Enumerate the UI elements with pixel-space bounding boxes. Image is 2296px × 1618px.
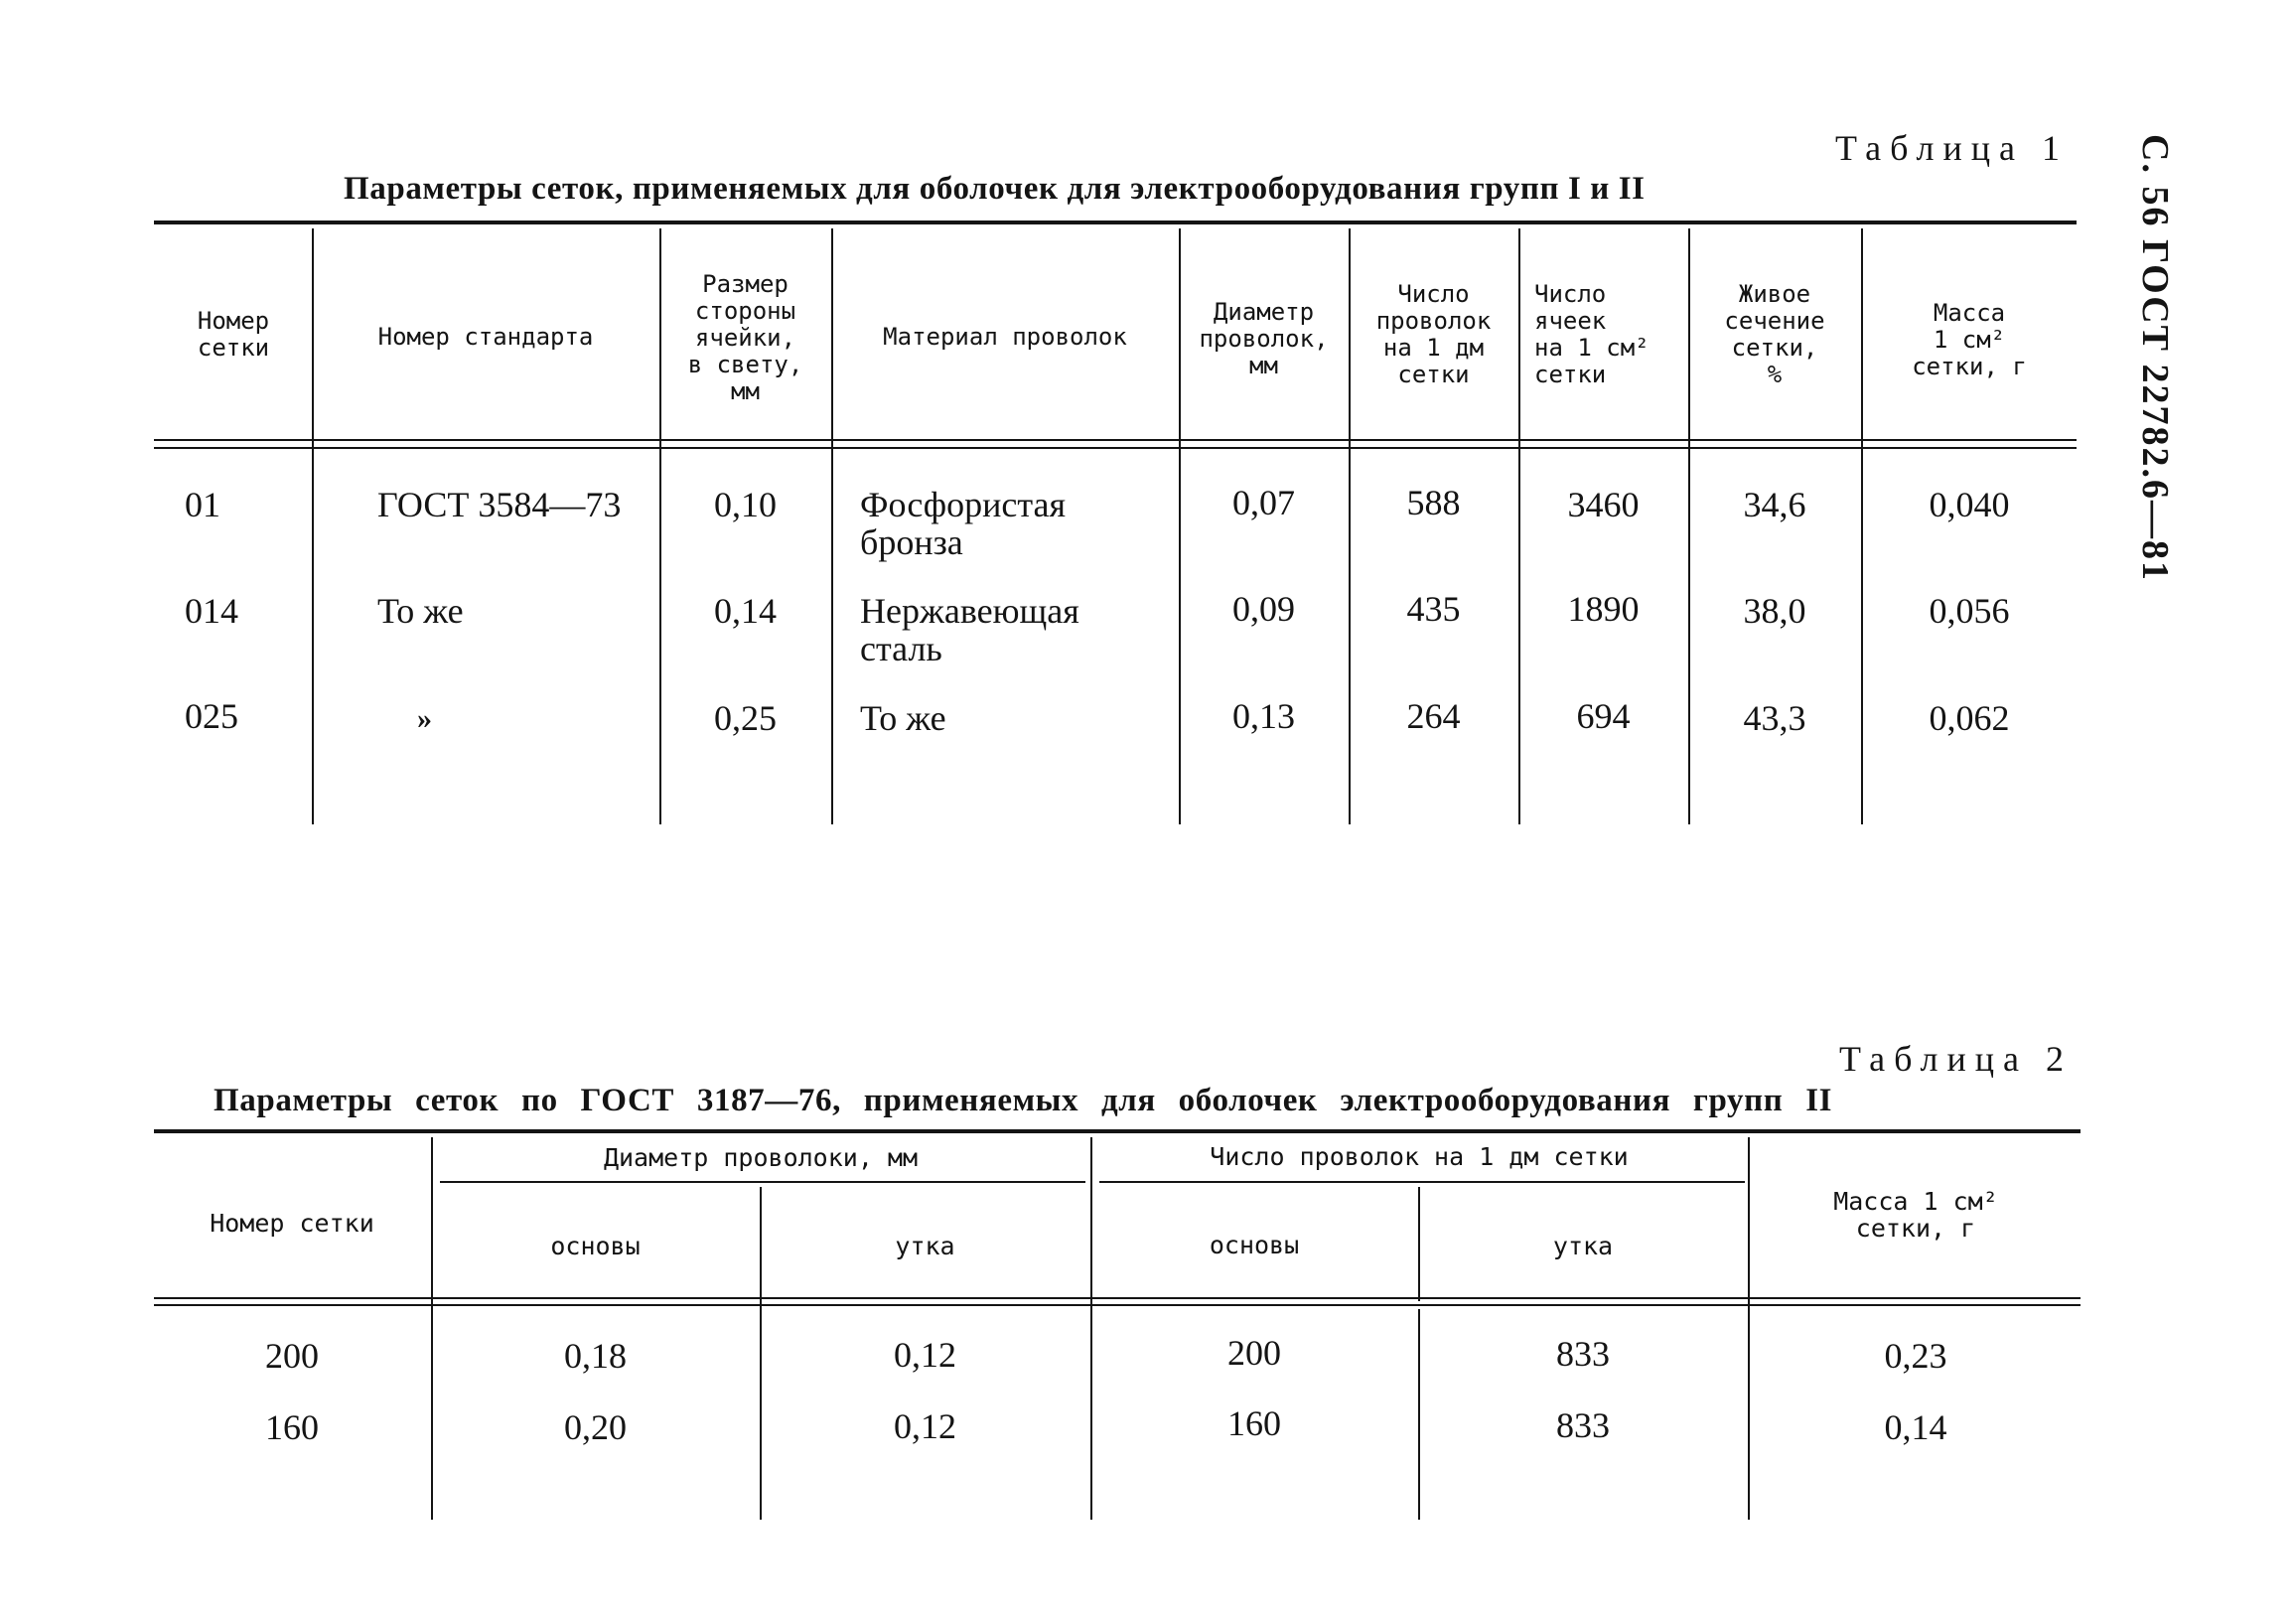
table1-col-divider — [659, 228, 661, 824]
table2-cell: 200 — [265, 1336, 319, 1376]
table1-cell: 014 — [185, 591, 238, 631]
page-side-header: С. 56 ГОСТ 22782.6—81 — [2134, 134, 2176, 582]
table1-cell: 435 — [1406, 589, 1461, 629]
table2-header-mass: Масса 1 см² сетки, г — [1833, 1187, 1998, 1243]
table1-header-material: Материал проволок — [883, 323, 1127, 351]
table2-col-divider — [1748, 1137, 1750, 1520]
table1-cell: 0,14 — [714, 591, 777, 631]
table2-cell: 0,12 — [894, 1335, 956, 1375]
table1-col-divider — [1179, 228, 1181, 824]
table1-cell: ГОСТ 3584—73 — [377, 485, 622, 524]
table1-col-divider — [1349, 228, 1351, 824]
table2-col-divider — [1418, 1187, 1420, 1301]
table1-cell: 0,25 — [714, 698, 777, 738]
table1-cell: 025 — [185, 696, 238, 736]
table1-cell: 0,13 — [1232, 696, 1295, 736]
table1-top-rule — [154, 221, 2077, 224]
table2-header-count-warp: основы — [1209, 1231, 1300, 1259]
table1-cell: 0,09 — [1232, 589, 1295, 629]
table1-cell: 0,056 — [1929, 591, 2010, 631]
table2-col-divider — [1418, 1309, 1420, 1520]
table2-header-diameter-weft: утка — [895, 1232, 955, 1260]
table2-cell: 0,14 — [1884, 1407, 1947, 1447]
table1-cell: 0,040 — [1929, 485, 2010, 524]
table1-header-mass: Масса 1 см² сетки, г — [1912, 299, 2027, 380]
table1-header-open-area: Живое сечение сетки, % — [1724, 280, 1825, 388]
table2-col-divider — [1090, 1137, 1092, 1520]
table2-header-diameter-warp: основы — [550, 1232, 641, 1260]
table2-cell: 0,23 — [1884, 1336, 1947, 1376]
table1-header-rule-1 — [154, 439, 2077, 441]
table2-cell: 160 — [265, 1407, 319, 1447]
table2-col-divider — [760, 1187, 762, 1520]
table2-header-diameter-group: Диаметр проволоки, мм — [603, 1143, 919, 1172]
table1-number: Таблица 1 — [1835, 128, 2069, 168]
table1-header-cell-size: Размер стороны ячейки, в свету, мм — [687, 270, 803, 405]
table2-group-rule — [440, 1181, 1085, 1183]
table1-cell: То же — [860, 698, 946, 738]
table1-cell: 1890 — [1567, 589, 1640, 629]
table2-cell: 200 — [1227, 1333, 1281, 1373]
table2-cell: 833 — [1556, 1405, 1610, 1445]
table1-cell: 588 — [1406, 483, 1461, 522]
table2-cell: 0,12 — [894, 1406, 956, 1446]
table1-header-cell-count: Число ячеек на 1 см² сетки — [1534, 280, 1650, 388]
table1-cell: 34,6 — [1743, 485, 1806, 524]
table1-cell: То же — [377, 591, 464, 631]
table2-cell: 0,18 — [564, 1336, 627, 1376]
table2-header-mesh-number: Номер сетки — [210, 1209, 374, 1238]
table2-header-count-group: Число проволок на 1 дм сетки — [1210, 1142, 1629, 1171]
table1-cell: 43,3 — [1743, 698, 1806, 738]
table2-cell: 0,20 — [564, 1407, 627, 1447]
table2-group-rule — [1099, 1181, 1745, 1183]
table1-title: Параметры сеток, применяемых для оболочек для электрооборудования групп I и II — [344, 171, 1646, 207]
table1-col-divider — [1518, 228, 1520, 824]
table1-header-rule-2 — [154, 447, 2077, 449]
table2-header-count-weft: утка — [1552, 1232, 1614, 1260]
table1-cell: 0,10 — [714, 485, 777, 524]
table1-cell: 3460 — [1567, 485, 1640, 524]
table1-header-wire-count: Число проволок на 1 дм сетки — [1375, 280, 1492, 388]
table2-cell: 160 — [1227, 1403, 1281, 1443]
table1-cell: » — [417, 702, 432, 735]
table2-col-divider — [431, 1137, 433, 1520]
table2-number: Таблица 2 — [1839, 1039, 2073, 1079]
table2-header-rule-1 — [154, 1297, 2081, 1299]
table1-cell: 0,062 — [1929, 698, 2010, 738]
table1-cell: 01 — [185, 485, 220, 524]
table1-cell: Фосфористая бронза — [860, 485, 1067, 562]
table1-col-divider — [1688, 228, 1690, 824]
table1-col-divider — [312, 228, 314, 824]
table2-cell: 833 — [1556, 1334, 1610, 1374]
table1-cell: Нержавеющая сталь — [860, 591, 1079, 668]
table1-cell: 264 — [1406, 696, 1461, 736]
table1-cell: 38,0 — [1743, 591, 1806, 631]
table1-col-divider — [1861, 228, 1863, 824]
table1-header-mesh-number: Номер сетки — [197, 307, 270, 362]
table1-col-divider — [831, 228, 833, 824]
table1-cell: 0,07 — [1232, 483, 1295, 522]
table2-title: Параметры сеток по ГОСТ 3187—76, применяемых для оболочек электрооборудования групп II — [214, 1083, 1833, 1118]
table2-top-rule — [154, 1129, 2081, 1133]
table1-cell: 694 — [1576, 696, 1631, 736]
table1-header-wire-diameter: Диаметр проволок, мм — [1199, 298, 1329, 379]
table1-header-standard: Номер стандарта — [377, 323, 594, 351]
table2-header-rule-2 — [154, 1304, 2081, 1306]
